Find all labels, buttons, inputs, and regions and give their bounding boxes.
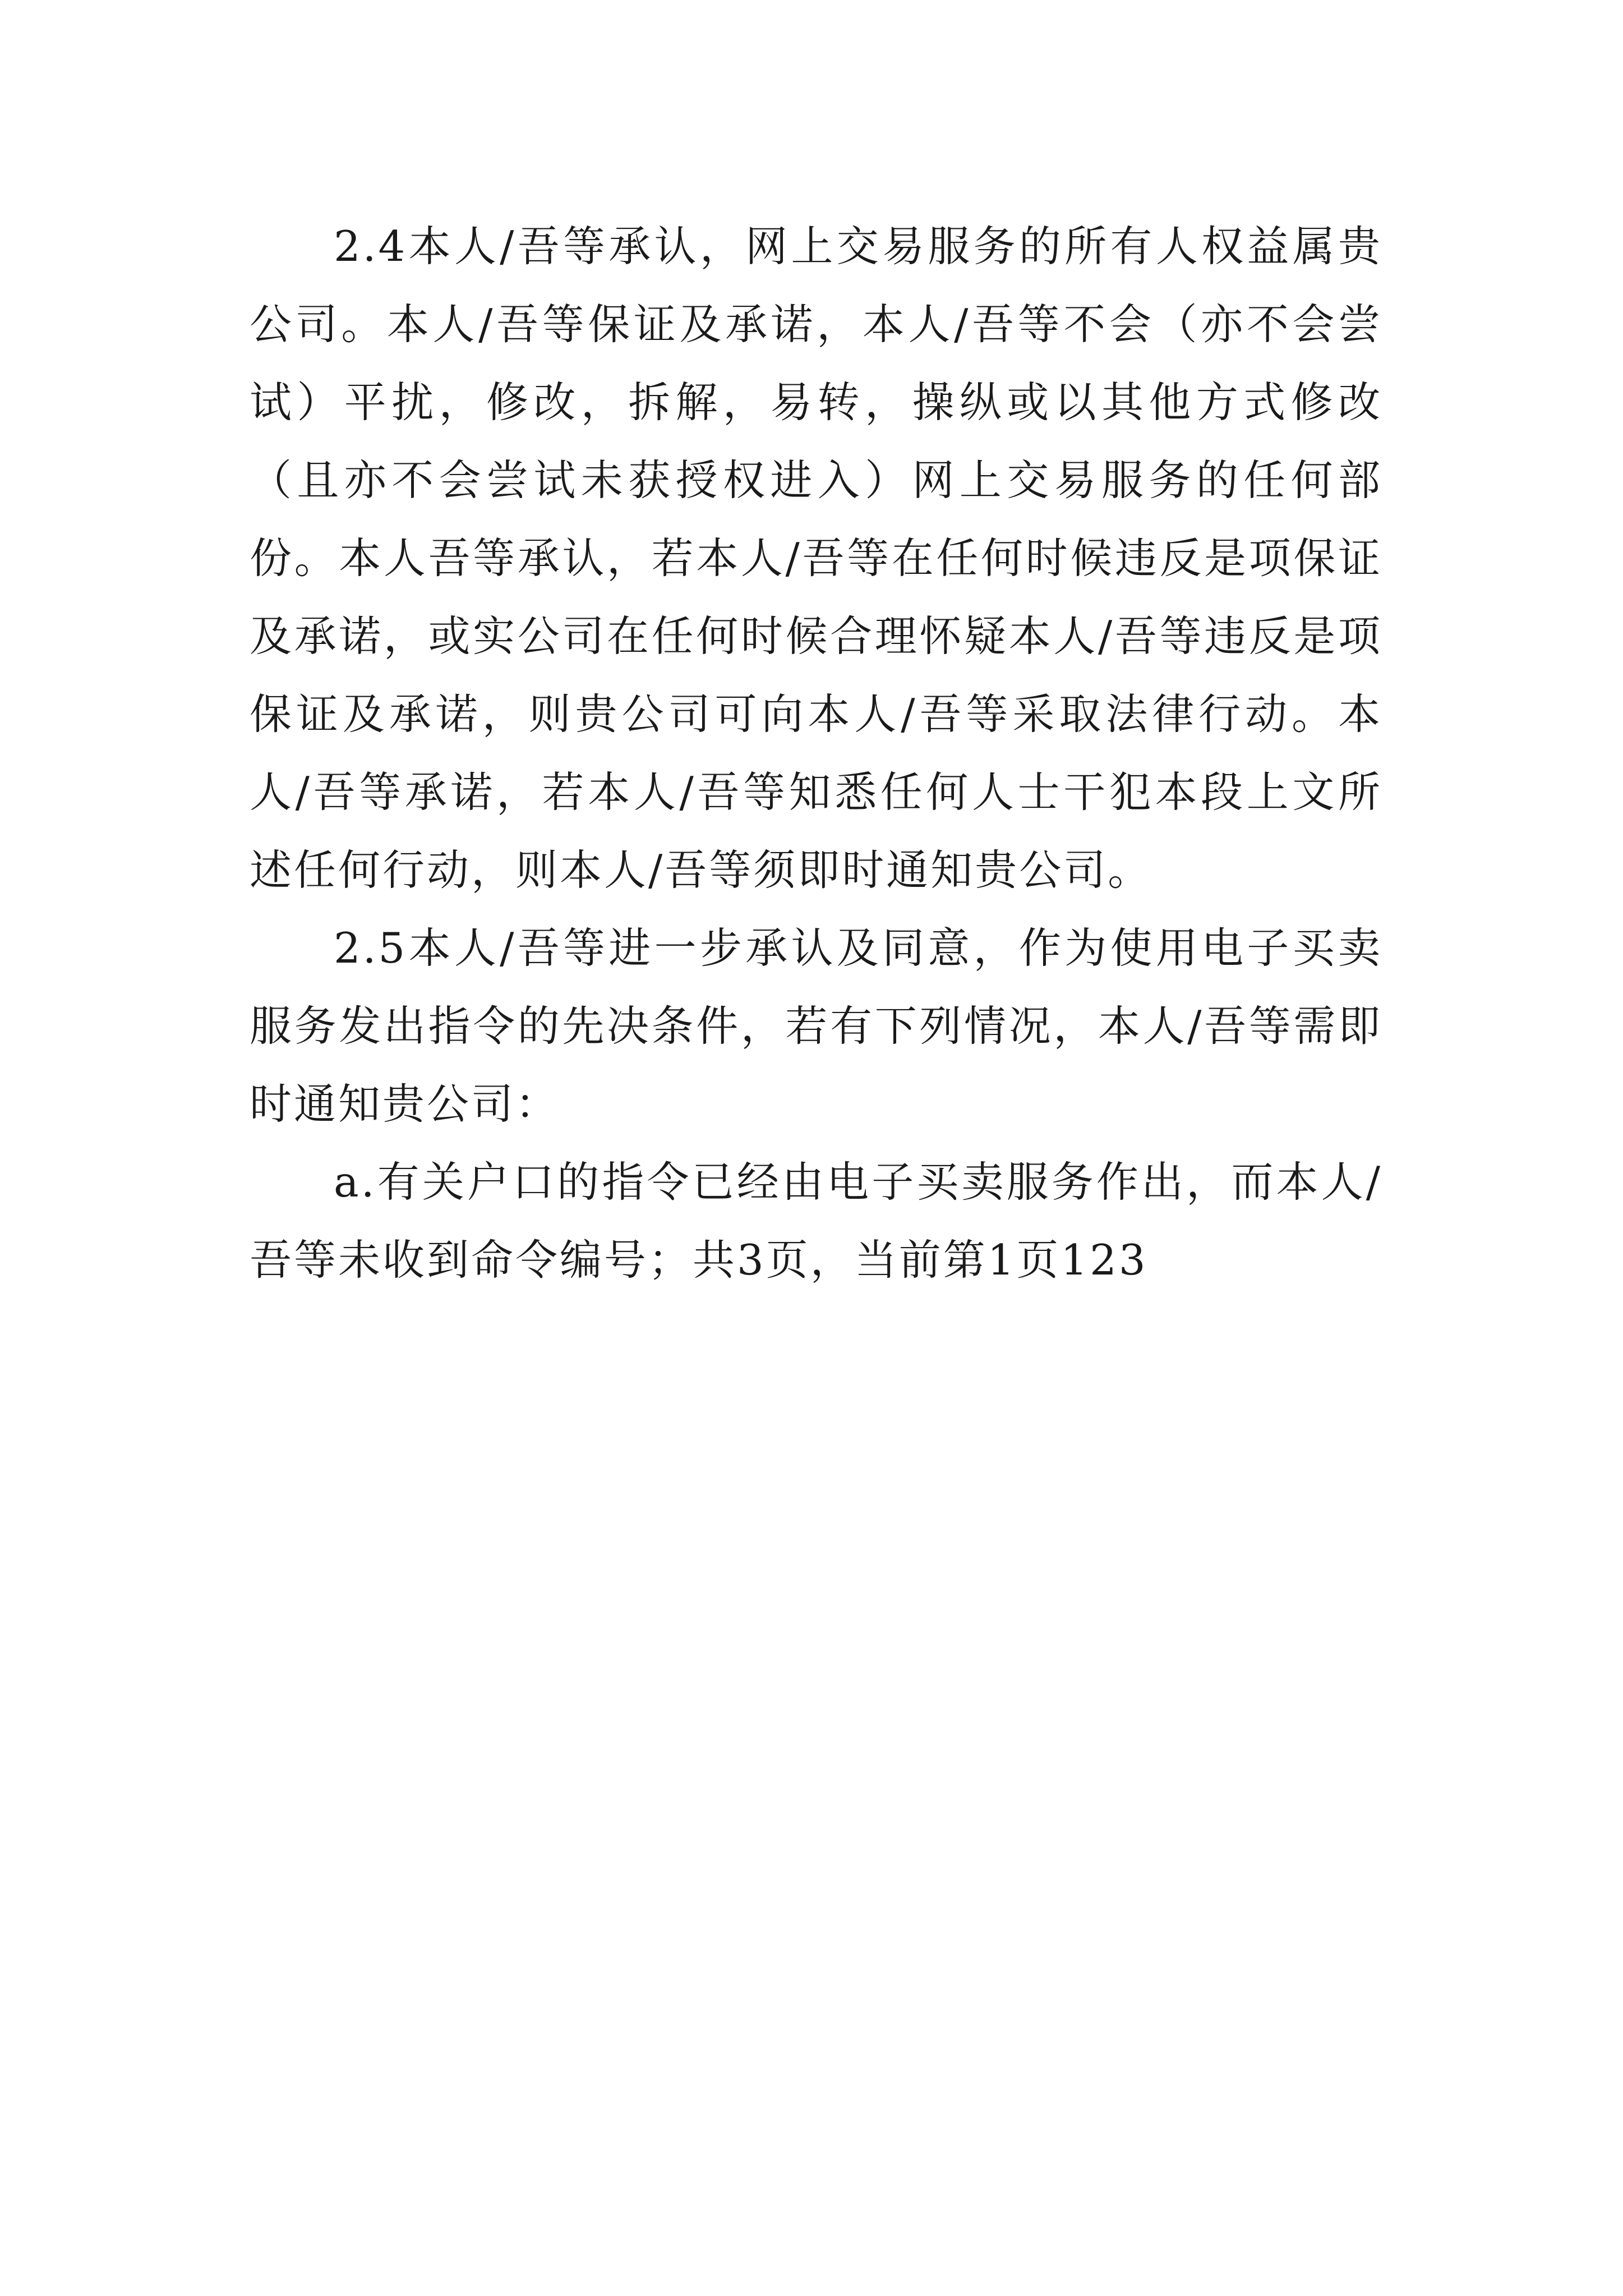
paragraph-2-5: 2.5本人/吾等进一步承认及同意，作为使用电子买卖服务发出指令的先决条件，若有下列情况，本人/吾等需即时通知贵公司： bbox=[250, 923, 1382, 1129]
paragraph-item-a: a.有关户口的指令已经由电子买卖服务作出，而本人/吾等未收到命令编号；共3页，当前第1页123 bbox=[250, 1157, 1382, 1285]
paragraph-2-4: 2.4本人/吾等承认，网上交易服务的所有人权益属贵公司。本人/吾等保证及承诺，本人/吾等不会（亦不会尝试）平扰，修改，拆解，易转，操纵或以其他方式修改（且亦不会尝试未获授权进入）网上交易服务的任何部份。本人吾等承认，若本人/吾等在任何时候违反是项保证及承诺，或实公司在任何时候合理怀疑本人/吾等违反是项保证及承诺，则贵公司可向本人/吾等采取法律行动。本人/吾等承诺，若本人/吾等知悉任何人士干犯本段上文所述任何行动，则本人/吾等须即时通知贵公司。 bbox=[250, 222, 1382, 895]
document-body bbox=[250, 208, 1382, 1299]
